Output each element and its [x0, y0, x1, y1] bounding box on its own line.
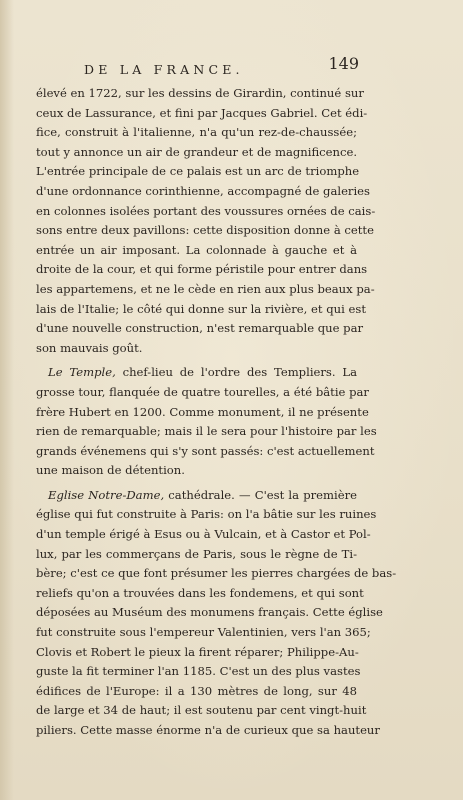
text-line: d'un temple érigé à Esus ou à Vulcain, et à Castor et Pol-	[36, 527, 371, 542]
text-line: ceux de Lassurance, et fini par Jacques Gabriel. Cet édi-	[36, 105, 368, 120]
entry-lead-text: chef-lieu de l'ordre des Templiers. La	[115, 365, 357, 380]
text-line: les appartemens, et ne le cède en rien aux plus beaux pa-	[36, 281, 375, 296]
text-line: d'une ordonnance corinthienne, accompagné de galeries	[36, 183, 370, 198]
entry-heading-notre-dame: Eglise Notre-Dame,	[48, 487, 165, 502]
paragraph-lead-line	[36, 363, 357, 383]
entry-heading-le-temple: Le Temple,	[48, 365, 116, 380]
text-line: église qui fut construite à Paris: on l'a bâtie sur les ruines	[36, 507, 377, 522]
text-line: piliers. Cette masse énorme n'a de curieux que sa hauteur	[36, 723, 380, 737]
text-line: grosse tour, flanquée de quatre tourelles, a été bâtie par	[36, 384, 369, 399]
text-line: frère Hubert en 1200. Comme monument, il ne présente	[36, 404, 369, 419]
text-line: rien de remarquable; mais il le sera pour l'histoire par les	[36, 424, 377, 439]
text-line: élevé en 1722, sur les dessins de Girardin, continué sur	[36, 86, 364, 100]
text-line: fut construite sous l'empereur Valentinien, vers l'an 365;	[36, 625, 371, 640]
text-line: d'une nouvelle construction, n'est remarquable que par	[36, 321, 364, 336]
text-line: L'entrée principale de ce palais est un arc de triomphe	[36, 164, 360, 179]
text-line: lux, par les commerçans de Paris, sous le règne de Ti-	[36, 546, 357, 561]
text-line: Clovis et Robert le pieux la firent réparer; Philippe-Au-	[36, 644, 359, 659]
text-line: droite de la cour, et qui forme péristile pour entrer dans	[36, 262, 368, 277]
text-line: de large et 34 de haut; il est soutenu par cent vingt-huit	[36, 703, 367, 718]
text-line: reliefs qu'on a trouvées dans les fondemens, et qui sont	[36, 585, 364, 600]
text-line: en colonnes isolées portant des voussures ornées de cais-	[36, 203, 376, 218]
text-line: grands événemens qui s'y sont passés: c'est actuellement	[36, 443, 375, 458]
text-line: tout y annonce un air de grandeur et de magnificence.	[36, 144, 358, 159]
text-line: son mauvais goût.	[36, 340, 143, 355]
text-line: lais de l'Italie; le côté qui donne sur la rivière, et qui est	[36, 301, 366, 316]
text-line: entrée un air imposant. La colonnade à gauche et à	[36, 242, 357, 257]
paragraph-le-temple	[36, 363, 377, 481]
binding-gutter	[0, 0, 14, 800]
text-line: déposées au Muséum des monumens français. Cette église	[36, 605, 383, 620]
running-head: DE LA FRANCE.	[84, 62, 244, 77]
entry-lead-text: cathédrale. — C'est la première	[164, 487, 358, 502]
text-line: fice, construit à l'italienne, n'a qu'un rez-de-chaussée;	[36, 125, 357, 140]
paragraph-palace-continuation	[36, 84, 376, 358]
text-line: sons entre deux pavillons: cette disposition donne à cette	[36, 223, 374, 238]
text-line: guste la fit terminer l'an 1185. C'est un des plus vastes	[36, 664, 361, 679]
paragraph-notre-dame	[36, 486, 397, 741]
text-line: une maison de détention.	[36, 463, 185, 478]
text-line: édifices de l'Europe: il a 130 mètres de long, sur 48	[36, 683, 357, 698]
paragraph-lead-line	[36, 486, 357, 506]
text-line: bère; c'est ce que font présumer les pierres chargées de bas-	[36, 566, 397, 581]
page-number: 149	[328, 54, 359, 73]
body-text	[36, 84, 397, 741]
